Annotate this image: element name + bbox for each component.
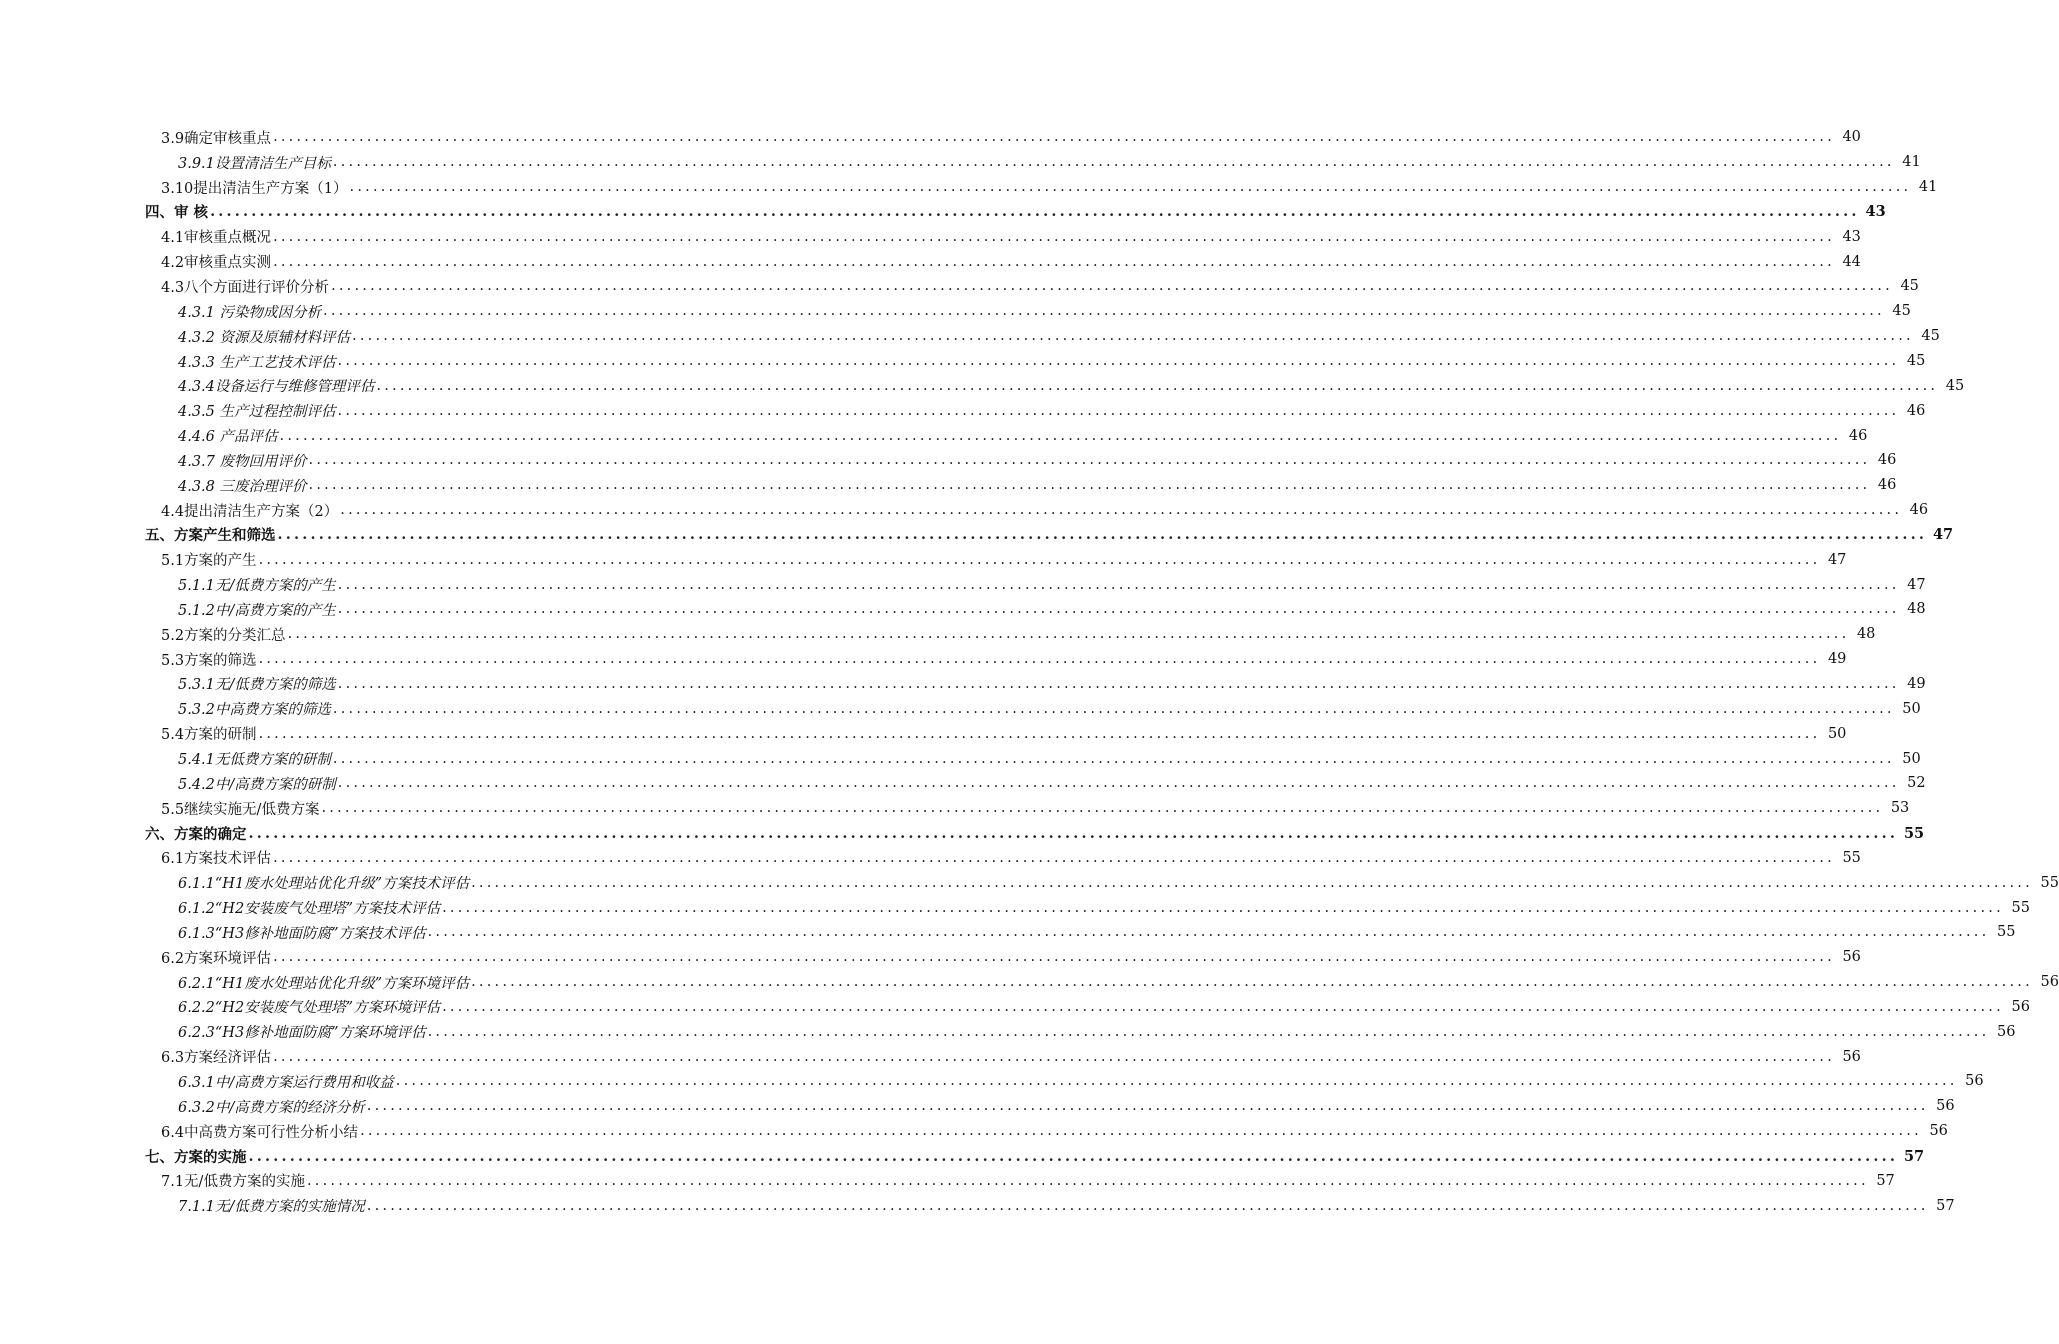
toc-entry-title: 4.3.5 生产过程控制评估 (178, 404, 336, 421)
toc-entry[interactable] (178, 972, 2059, 993)
toc-dot-leader: ........................................................................................................................................................................................................ (471, 874, 2033, 891)
toc-row[interactable] (0, 1193, 1955, 1218)
toc-entry[interactable] (178, 673, 1926, 694)
toc-entry-title: 5.3.2中高费方案的筛选 (178, 702, 331, 719)
toc-page-number: 45 (1921, 328, 1940, 345)
toc-entry[interactable] (161, 1046, 1861, 1067)
toc-row[interactable] (0, 572, 1926, 597)
toc-entry-title: 6.1方案技术评估 (161, 851, 272, 868)
toc-row[interactable] (0, 1144, 1925, 1169)
toc-dot-leader: ........................................................................................................................................................................................................ (273, 949, 1835, 966)
toc-entry[interactable] (145, 1146, 1925, 1167)
toc-row[interactable] (0, 696, 1921, 721)
toc-dot-leader: ........................................................................................................................................................................................................ (352, 328, 1914, 345)
toc-entry[interactable] (178, 475, 1897, 496)
toc-row[interactable] (0, 1069, 1984, 1094)
toc-dot-leader: ........................................................................................................................................................................................................ (306, 1172, 1869, 1189)
toc-entry[interactable] (178, 375, 1965, 396)
toc-dot-leader: ........................................................................................................................................................................................................ (337, 675, 1900, 692)
toc-page-number: 44 (1842, 253, 1861, 270)
toc-entry[interactable] (178, 425, 1868, 446)
toc-row[interactable] (0, 920, 2016, 945)
toc-dot-leader: ........................................................................................................................................................................................................ (471, 974, 2033, 991)
toc-entry[interactable] (161, 624, 1876, 645)
toc-entry-title: 4.4提出清洁生产方案（2） (161, 503, 339, 520)
toc-page-number: 50 (1827, 725, 1847, 742)
toc-row[interactable] (0, 349, 1926, 374)
toc-page-number: 45 (1892, 303, 1911, 320)
toc-dot-leader: ........................................................................................................................................................................................................ (332, 750, 1895, 767)
toc-entry[interactable] (178, 748, 1921, 769)
toc-row[interactable] (0, 299, 1911, 324)
toc-entry-title: 4.3八个方面进行评价分析 (161, 279, 330, 296)
toc-page-number: 55 (1903, 824, 1925, 842)
toc-dot-leader: ........................................................................................................................................................................................................ (258, 651, 1821, 668)
toc-entry[interactable] (178, 1071, 1984, 1092)
toc-dot-leader: ........................................................................................................................................................................................................ (210, 203, 1860, 221)
toc-row[interactable] (0, 523, 1954, 548)
toc-row[interactable] (0, 1119, 1948, 1144)
toc-entry[interactable] (178, 996, 2030, 1017)
toc-entry[interactable] (161, 847, 1861, 868)
toc-dot-leader: ........................................................................................................................................................................................................ (321, 800, 1884, 817)
toc-dot-leader: ........................................................................................................................................................................................................ (337, 775, 1900, 792)
toc-entry-title: 6.1.1“H1废水处理站优化升级”方案技术评估 (178, 876, 470, 893)
toc-row[interactable] (0, 200, 1886, 225)
toc-entry[interactable] (178, 922, 2016, 943)
toc-entry-title: 3.9.1设置清洁生产目标 (178, 155, 331, 172)
toc-entry-title: 6.1.3“H3修补地面防腐”方案技术评估 (178, 925, 426, 942)
toc-dot-leader: ........................................................................................................................................................................................................ (258, 551, 1821, 568)
toc-page-number: 57 (1936, 1197, 1955, 1214)
toc-dot-leader: ........................................................................................................................................................................................................ (323, 303, 1885, 320)
toc-page-number: 50 (1902, 700, 1921, 717)
toc-row[interactable] (0, 870, 2059, 895)
toc-entry-title: 4.4.6 产品评估 (178, 429, 278, 446)
toc-entry[interactable] (178, 152, 1921, 173)
toc-row[interactable] (0, 622, 1876, 647)
toc-row[interactable] (0, 1044, 1861, 1069)
toc-entry[interactable] (178, 872, 2059, 893)
toc-entry-title: 5.4方案的研制 (161, 727, 257, 744)
toc-row[interactable] (0, 547, 1847, 572)
toc-page-number: 43 (1865, 203, 1886, 221)
toc-entry-title: 七、方案的实施 (145, 1148, 247, 1166)
toc-dot-leader: ........................................................................................................................................................................................................ (332, 154, 1895, 171)
toc-row[interactable] (0, 125, 1861, 150)
toc-page-number: 56 (2040, 974, 2059, 991)
toc-page-number: 52 (1907, 775, 1926, 792)
toc-row[interactable] (0, 1168, 1895, 1193)
toc-page-number: 48 (1907, 601, 1926, 618)
toc-page-number: 53 (1890, 800, 1910, 817)
toc-row[interactable] (0, 423, 1868, 448)
toc-page-number: 45 (1906, 353, 1926, 370)
toc-entry-title: 5.1.1无/低费方案的产生 (178, 578, 336, 595)
toc-entry[interactable] (178, 351, 1926, 372)
toc-entry-title: 六、方案的确定 (145, 825, 247, 843)
table-of-contents (0, 125, 2059, 1218)
toc-dot-leader: ........................................................................................................................................................................................................ (442, 998, 2004, 1015)
toc-entry-title: 4.3.7 废物回用评价 (178, 453, 307, 470)
toc-page-number: 41 (1902, 154, 1921, 171)
toc-entry-title: 3.10提出清洁生产方案（1） (161, 180, 348, 197)
toc-page-number: 46 (1906, 402, 1926, 419)
toc-page-number: 49 (1827, 651, 1847, 668)
toc-entry[interactable] (145, 524, 1954, 545)
toc-entry[interactable] (161, 251, 1861, 272)
toc-dot-leader: ........................................................................................................................................................................................................ (427, 1023, 1990, 1040)
toc-row[interactable] (0, 448, 1897, 473)
toc-dot-leader: ........................................................................................................................................................................................................ (337, 402, 1900, 419)
toc-page-number: 48 (1856, 626, 1876, 643)
toc-page-number: 56 (2011, 998, 2030, 1015)
toc-entry[interactable] (178, 773, 1926, 794)
toc-row[interactable] (0, 224, 1861, 249)
toc-entry[interactable] (161, 549, 1847, 570)
toc-page-number: 49 (1907, 675, 1926, 692)
toc-dot-leader: ........................................................................................................................................................................................................ (331, 278, 1893, 295)
toc-dot-leader: ........................................................................................................................................................................................................ (258, 725, 1821, 742)
toc-row[interactable] (0, 845, 1861, 870)
toc-row[interactable] (0, 498, 1929, 523)
toc-dot-leader: ........................................................................................................................................................................................................ (349, 179, 1912, 196)
toc-page-number: 56 (1996, 1023, 2016, 1040)
toc-page-number: 47 (1907, 576, 1926, 593)
toc-entry-title: 6.1.2“H2安装废气处理塔”方案技术评估 (178, 901, 441, 918)
toc-page-number: 47 (1932, 526, 1954, 544)
toc-dot-leader: ........................................................................................................................................................................................................ (366, 1197, 1929, 1214)
toc-entry[interactable] (161, 649, 1847, 670)
toc-row[interactable] (0, 647, 1847, 672)
toc-page-number: 47 (1827, 551, 1847, 568)
toc-entry-title: 4.3.1 污染物成因分析 (178, 304, 322, 321)
toc-row[interactable] (0, 324, 1940, 349)
toc-entry-title: 4.1审核重点概况 (161, 230, 272, 247)
toc-dot-leader: ........................................................................................................................................................................................................ (376, 377, 1939, 394)
toc-entry-title: 6.3方案经济评估 (161, 1050, 272, 1067)
toc-page-number: 45 (1945, 377, 1965, 394)
toc-entry-title: 4.3.8 三废治理评价 (178, 478, 307, 495)
toc-dot-leader: ........................................................................................................................................................................................................ (273, 849, 1835, 866)
toc-row[interactable] (0, 821, 1925, 846)
toc-entry-title: 五、方案产生和筛选 (145, 527, 276, 545)
toc-entry-title: 4.3.3 生产工艺技术评估 (178, 354, 336, 371)
toc-entry-title: 5.2方案的分类汇总 (161, 627, 286, 644)
toc-row[interactable] (0, 175, 1938, 200)
toc-entry[interactable] (161, 500, 1929, 521)
toc-entry-title: 四、审 核 (145, 204, 209, 222)
toc-dot-leader: ........................................................................................................................................................................................................ (337, 353, 1900, 370)
toc-entry[interactable] (178, 326, 1940, 347)
toc-entry-title: 3.9确定审核重点 (161, 130, 272, 147)
toc-entry-title: 4.3.4设备运行与维修管理评估 (178, 379, 375, 396)
toc-page-number: 46 (1877, 452, 1897, 469)
toc-dot-leader: ........................................................................................................................................................................................................ (308, 477, 1871, 494)
toc-dot-leader: ........................................................................................................................................................................................................ (273, 129, 1835, 146)
toc-entry[interactable] (178, 574, 1926, 595)
toc-dot-leader: ........................................................................................................................................................................................................ (360, 1123, 1922, 1140)
toc-page-number: 46 (1877, 477, 1897, 494)
toc-entry[interactable] (178, 698, 1921, 719)
toc-dot-leader: ........................................................................................................................................................................................................ (287, 626, 1850, 643)
toc-page-number: 56 (1842, 949, 1861, 966)
toc-page-number: 46 (1909, 502, 1929, 519)
toc-page-number: 56 (1842, 1048, 1861, 1065)
toc-entry-title: 4.3.2 资源及原辅材料评估 (178, 329, 351, 346)
toc-entry[interactable] (145, 823, 1925, 844)
toc-entry[interactable] (178, 301, 1911, 322)
toc-dot-leader: ........................................................................................................................................................................................................ (395, 1073, 1958, 1090)
toc-page-number: 41 (1918, 179, 1938, 196)
toc-row[interactable] (0, 746, 1921, 771)
toc-entry-title: 6.2方案环境评估 (161, 950, 272, 967)
toc-entry-title: 5.4.2中/高费方案的研制 (178, 776, 336, 793)
toc-entry[interactable] (161, 947, 1861, 968)
toc-page-number: 56 (1965, 1073, 1984, 1090)
toc-entry-title: 5.3方案的筛选 (161, 652, 257, 669)
toc-entry[interactable] (178, 1195, 1955, 1216)
toc-dot-leader: ........................................................................................................................................................................................................ (279, 427, 1842, 444)
toc-entry[interactable] (178, 1096, 1955, 1117)
toc-entry-title: 6.2.2“H2安装废气处理塔”方案环境评估 (178, 1000, 441, 1017)
toc-entry-title: 5.3.1无/低费方案的筛选 (178, 677, 336, 694)
toc-page-number: 56 (1936, 1098, 1955, 1115)
toc-row[interactable] (0, 796, 1910, 821)
toc-entry[interactable] (178, 897, 2030, 918)
toc-row[interactable] (0, 945, 1861, 970)
toc-dot-leader: ........................................................................................................................................................................................................ (273, 228, 1835, 245)
toc-dot-leader: ........................................................................................................................................................................................................ (427, 924, 1990, 941)
toc-entry[interactable] (161, 276, 1919, 297)
toc-page-number: 50 (1902, 750, 1921, 767)
toc-entry[interactable] (178, 1021, 2016, 1042)
toc-row[interactable] (0, 473, 1897, 498)
toc-entry[interactable] (161, 226, 1861, 247)
toc-entry-title: 7.1无/低费方案的实施 (161, 1174, 305, 1191)
toc-dot-leader: ........................................................................................................................................................................................................ (442, 899, 2004, 916)
toc-row[interactable] (0, 672, 1926, 697)
toc-row[interactable] (0, 150, 1921, 175)
toc-entry-title: 7.1.1无/低费方案的实施情况 (178, 1199, 365, 1216)
toc-dot-leader: ........................................................................................................................................................................................................ (332, 700, 1895, 717)
toc-page-number: 43 (1842, 228, 1861, 245)
toc-entry[interactable] (161, 177, 1938, 198)
toc-row[interactable] (0, 249, 1861, 274)
toc-row[interactable] (0, 398, 1926, 423)
toc-entry[interactable] (161, 1170, 1895, 1191)
toc-entry[interactable] (161, 127, 1861, 148)
toc-dot-leader: ........................................................................................................................................................................................................ (273, 253, 1835, 270)
toc-entry-title: 6.3.1中/高费方案运行费用和收益 (178, 1074, 394, 1091)
toc-page-number: 46 (1848, 427, 1868, 444)
toc-entry-title: 5.1方案的产生 (161, 553, 257, 570)
toc-entry[interactable] (178, 450, 1897, 471)
toc-entry-title: 5.5继续实施无/低费方案 (161, 801, 320, 818)
toc-entry-title: 6.3.2中/高费方案的经济分析 (178, 1099, 365, 1116)
toc-page-number: 40 (1842, 129, 1861, 146)
toc-page-number: 55 (2040, 874, 2059, 891)
toc-page-number: 56 (1929, 1123, 1948, 1140)
toc-page-number: 57 (1876, 1172, 1895, 1189)
toc-row[interactable] (0, 771, 1926, 796)
toc-entry-title: 6.2.1“H1废水处理站优化升级”方案环境评估 (178, 975, 470, 992)
toc-page-number: 55 (2011, 899, 2030, 916)
toc-row[interactable] (0, 274, 1919, 299)
toc-entry-title: 6.2.3“H3修补地面防腐”方案环境评估 (178, 1025, 426, 1042)
toc-page-number: 55 (1996, 924, 2016, 941)
toc-entry[interactable] (161, 798, 1910, 819)
toc-entry-title: 5.4.1无低费方案的研制 (178, 752, 331, 769)
toc-dot-leader: ........................................................................................................................................................................................................ (337, 601, 1900, 618)
toc-row[interactable] (0, 1019, 2016, 1044)
toc-page-number: 55 (1842, 849, 1861, 866)
toc-row[interactable] (0, 597, 1926, 622)
toc-page-number: 57 (1903, 1147, 1925, 1165)
toc-dot-leader: ........................................................................................................................................................................................................ (248, 824, 1899, 842)
toc-row[interactable] (0, 721, 1847, 746)
toc-row[interactable] (0, 373, 1965, 398)
toc-entry-title: 4.2审核重点实测 (161, 255, 272, 272)
toc-entry[interactable] (161, 723, 1847, 744)
toc-dot-leader: ........................................................................................................................................................................................................ (273, 1048, 1835, 1065)
toc-entry[interactable] (145, 201, 1886, 222)
toc-entry-title: 5.1.2中/高费方案的产生 (178, 602, 336, 619)
toc-dot-leader: ........................................................................................................................................................................................................ (337, 576, 1900, 593)
toc-dot-leader: ........................................................................................................................................................................................................ (366, 1098, 1929, 1115)
toc-dot-leader: ........................................................................................................................................................................................................ (308, 452, 1871, 469)
toc-dot-leader: ........................................................................................................................................................................................................ (277, 526, 1928, 544)
toc-page-number: 45 (1900, 278, 1919, 295)
toc-dot-leader: ........................................................................................................................................................................................................ (340, 502, 1903, 519)
toc-row[interactable] (0, 1094, 1955, 1119)
toc-row[interactable] (0, 995, 2030, 1020)
toc-entry-title: 6.4中高费方案可行性分析小结 (161, 1124, 359, 1141)
toc-entry[interactable] (178, 599, 1926, 620)
toc-dot-leader: ........................................................................................................................................................................................................ (248, 1147, 1899, 1165)
toc-row[interactable] (0, 970, 2059, 995)
toc-row[interactable] (0, 895, 2030, 920)
toc-entry[interactable] (178, 400, 1926, 421)
toc-entry[interactable] (161, 1121, 1948, 1142)
